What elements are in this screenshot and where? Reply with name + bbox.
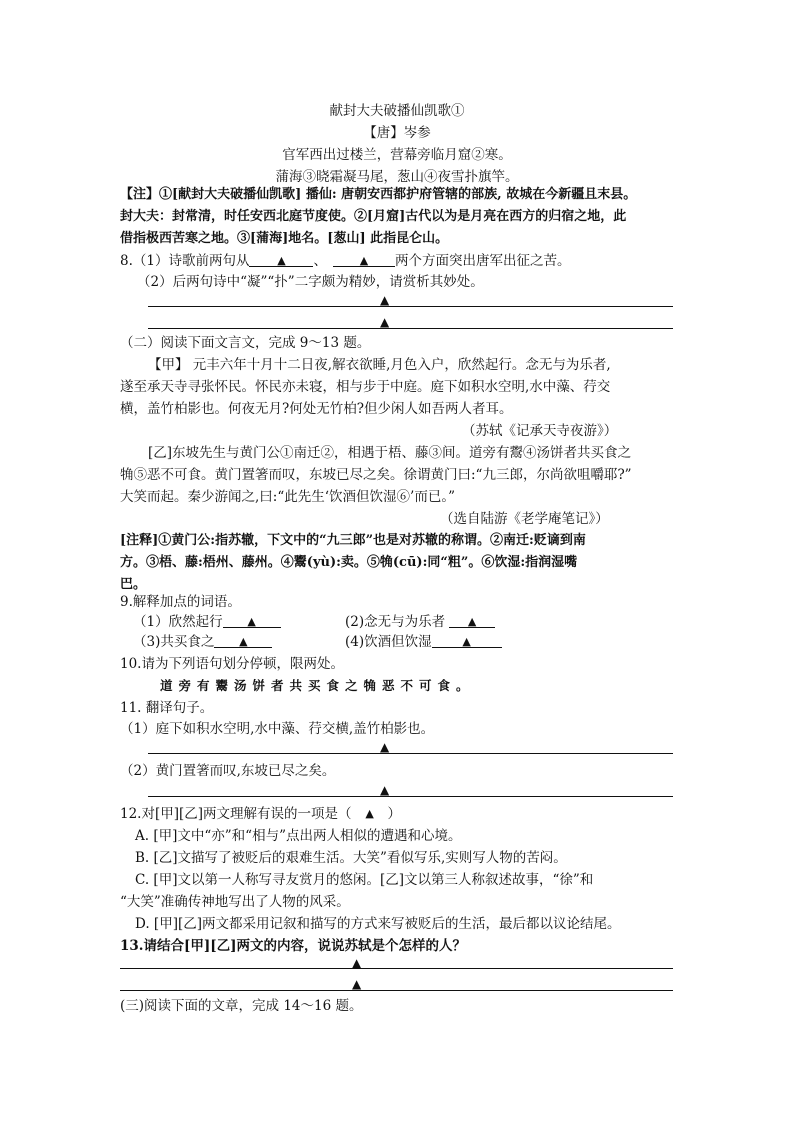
marker-icon: ▲ xyxy=(380,293,390,307)
q12-stem-suffix: ） xyxy=(387,806,402,822)
marker-icon: ▲ xyxy=(247,615,256,628)
question-9-item-3 xyxy=(133,634,272,650)
question-9-item-2 xyxy=(345,614,495,630)
section-2-heading: （二）阅读下面文言文，完成 9～13 题。 xyxy=(120,335,371,351)
question-12-stem xyxy=(120,806,401,822)
marker-icon: ▲ xyxy=(352,956,362,970)
poem-author: 【唐】岑参 xyxy=(363,125,431,141)
answer-line-13b[interactable] xyxy=(120,990,673,991)
question-10-sentence[interactable]: 道旁有鬻汤饼者共买食之觕恶不可食。 xyxy=(160,678,475,693)
question-12-option-d: D. [甲][乙]两文都采用记叙和描写的方式来写被贬后的生活，最后都以议论结尾。 xyxy=(135,916,621,932)
question-12-option-c-line-1: C. [甲]文以第一人称写寻友赏月的悠闲。[乙]文以第三人称叙述故事，“徐”和 xyxy=(135,872,594,888)
question-9-item-4 xyxy=(345,634,502,650)
q8-p1-suffix: 两个方面突出唐军出征之苦。 xyxy=(394,253,571,269)
marker-icon: ▲ xyxy=(380,740,390,754)
section-3-heading: (三)阅读下面的文章，完成 14～16 题。 xyxy=(120,998,363,1014)
marker-icon: ▲ xyxy=(359,254,369,267)
passage-a-line-1: 【甲】 元丰六年十月十二日夜,解衣欲睡,月色入户，欣然起行。念无与为乐者, xyxy=(148,357,611,373)
passage-a-line-2: 遂至承天寺寻张怀民。怀民亦未寝，相与步于中庭。庭下如积水空明,水中藻、荇交 xyxy=(120,379,611,395)
question-9-stem: 9.解释加点的词语。 xyxy=(120,594,241,610)
marker-icon: ▲ xyxy=(352,977,362,991)
marker-icon: ▲ xyxy=(380,783,390,797)
answer-blank-9-4[interactable] xyxy=(432,634,502,648)
answer-line-11-1[interactable] xyxy=(148,753,673,754)
poem-line-2: 蒲海③晓霜凝马尾，葱山④夜雪扑旗竿。 xyxy=(275,169,519,185)
passage-b-notes-line-2: 方。③梧、藤:梧州、藤州。④鬻(yù):卖。⑤觕(cū):同“粗”。⑥饮湿:指润湿嘴 xyxy=(120,555,578,570)
passage-b-source: （选自陆游《老学庵笔记》） xyxy=(440,511,609,527)
answer-line-13a[interactable] xyxy=(120,968,673,969)
marker-icon: ▲ xyxy=(462,635,471,648)
poem-note-2: 封大夫：封常清，时任安西北庭节度使。②[月窟]古代以为是月亮在西方的归宿之地，此 xyxy=(120,209,627,224)
poem-line-1: 官军西出过楼兰，营幕旁临月窟②寒。 xyxy=(282,147,512,163)
marker-icon: ▲ xyxy=(467,615,477,628)
q12-stem-prefix: 12.对[甲][乙]两文理解有误的一项是（ xyxy=(120,806,352,822)
q9-item-2-label: (2)念无与为乐者 xyxy=(345,614,446,630)
marker-icon: ▲ xyxy=(277,254,286,267)
answer-line-8b[interactable] xyxy=(148,328,673,329)
question-10-stem: 10.请为下列语句划分停顿，限两处。 xyxy=(120,656,344,672)
question-11-sentence-1: （1）庭下如积水空明,水中藻、荇交横,盖竹柏影也。 xyxy=(120,721,435,737)
answer-blank-8-1b[interactable] xyxy=(333,253,395,267)
question-12-option-b: B. [乙]文描写了被贬后的艰难生活。大笑”看似写乐,实则写人物的苦闷。 xyxy=(135,850,567,866)
poem-note-3: 借指极西苦寒之地。③[蒲海]地名。[葱山] 此指昆仑山。 xyxy=(120,231,449,246)
question-9-item-1 xyxy=(133,614,281,630)
question-12-option-a: A. [甲]文中“亦”和“相与”点出两人相似的遭遇和心境。 xyxy=(135,828,462,844)
marker-icon: ▲ xyxy=(365,807,374,820)
answer-blank-9-3[interactable] xyxy=(214,634,272,648)
answer-blank-9-2[interactable] xyxy=(449,614,495,628)
answer-line-11-2[interactable] xyxy=(148,796,673,797)
question-13-stem: 13.请结合[甲][乙]两文的内容，说说苏轼是个怎样的人？ xyxy=(120,938,467,954)
question-11-sentence-2: （2）黄门置箸而叹,东坡已尽之矣。 xyxy=(120,763,336,779)
passage-b-notes-line-3: 巴。 xyxy=(120,577,147,592)
q9-item-4-label: (4)饮酒但饮湿 xyxy=(345,634,432,650)
q9-item-1-label: （1）欣然起行 xyxy=(133,614,223,630)
question-8-part-1 xyxy=(120,253,570,269)
answer-choice-12[interactable] xyxy=(352,806,388,822)
passage-a-source: （苏轼《记承天寺夜游》） xyxy=(462,423,618,439)
passage-b-notes-line-1: [注释]①黄门公:指苏辙，下文中的“九三郎”也是对苏辙的称谓。②南迁:贬谪到南 xyxy=(120,533,586,548)
question-12-option-c-line-2: “大笑”准确传神地写出了人物的风采。 xyxy=(120,894,350,910)
marker-icon: ▲ xyxy=(380,315,390,329)
answer-blank-8-1a[interactable] xyxy=(249,253,313,267)
q8-p1-prefix: 8.（1）诗歌前两句从 xyxy=(120,253,250,269)
answer-line-8a[interactable] xyxy=(148,306,673,307)
poem-title: 献封大夫破播仙凯歌① xyxy=(329,103,465,119)
question-8-part-2: （2）后两句诗中“凝”“扑”二字颇为精妙，请赏析其妙处。 xyxy=(137,274,484,290)
marker-icon: ▲ xyxy=(239,635,248,648)
passage-a-line-3: 横，盖竹柏影也。何夜无月?何处无竹柏?但少闲人如吾两人者耳。 xyxy=(120,401,513,417)
poem-note-1: 【注】①[献封大夫破播仙凯歌] 播仙: 唐朝安西都护府管辖的部族, 故城在今新疆且末县。 xyxy=(120,187,637,202)
passage-b-line-1: [乙]东坡先生与黄门公①南迁②，相遇于梧、藤③间。道旁有鬻④汤饼者共买食之 xyxy=(148,445,632,461)
q8-p1-separator: 、 xyxy=(313,253,327,269)
question-11-stem: 11. 翻译句子。 xyxy=(120,700,214,716)
passage-b-line-2: 觕⑤恶不可食。黄门置箸而叹，东坡已尽之矣。徐谓黄门曰:“九三郎，尔尚欲咀嚼耶?” xyxy=(120,467,632,483)
answer-blank-9-1[interactable] xyxy=(223,614,281,628)
q9-item-3-label: （3)共买食之 xyxy=(133,634,215,650)
passage-b-line-3: 大笑而起。秦少游闻之,曰:“此先生‘饮酒但饮湿⑥’而已。” xyxy=(120,489,455,505)
